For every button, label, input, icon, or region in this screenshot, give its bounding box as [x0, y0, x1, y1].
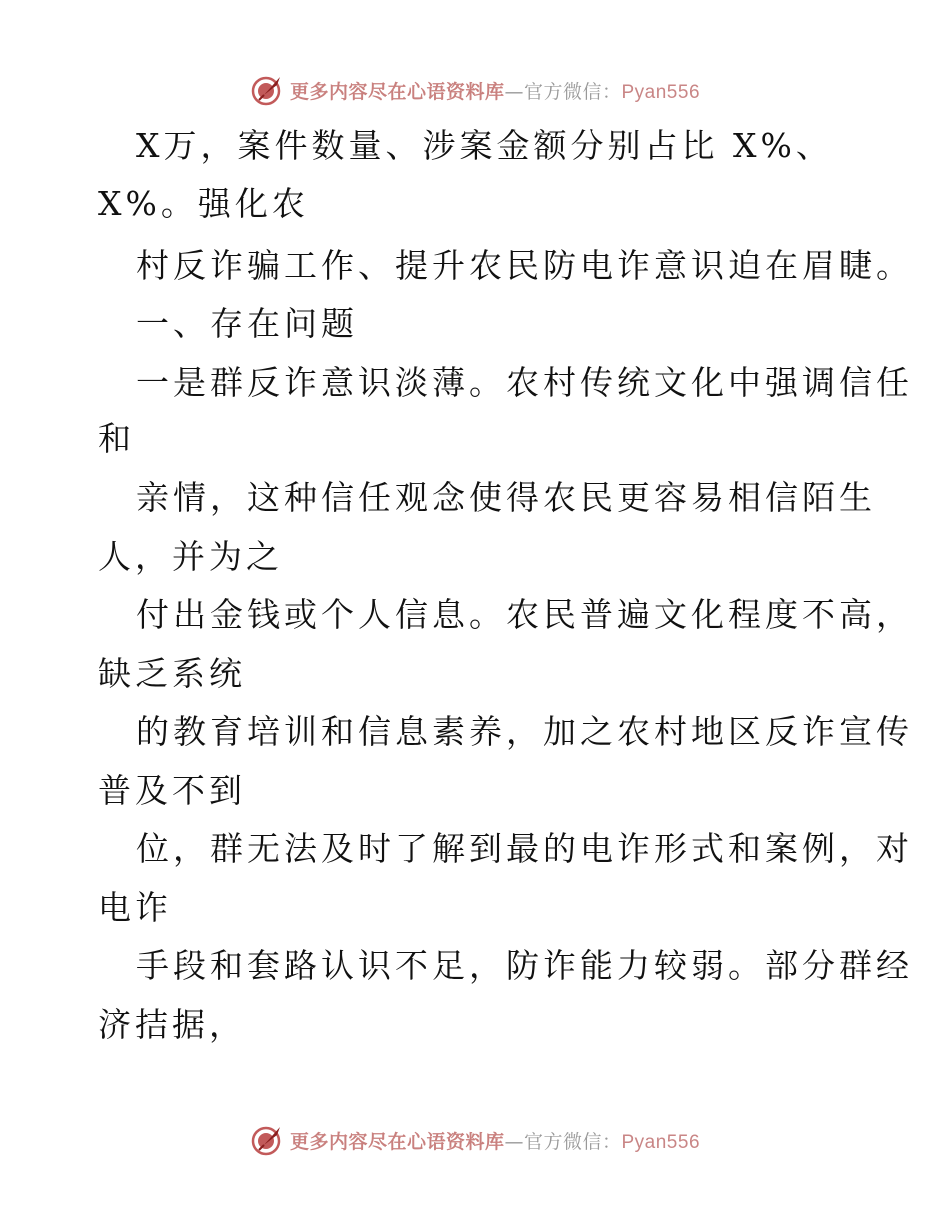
banner-separator: — [504, 1130, 524, 1153]
banner-wechat-id: Pyan556 [621, 81, 701, 103]
text-line: 济拮据， [98, 1005, 246, 1044]
text-line: 亲情，这种信任观念使得农民更容易相信陌生 [136, 478, 876, 517]
header-banner [0, 70, 950, 110]
text-line: 普及不到 [98, 771, 246, 810]
text-line: X%。强化农 [98, 184, 309, 223]
text-line: X万，案件数量、涉案金额分别占比 X%、 [136, 126, 833, 165]
text-line: 手段和套路认识不足，防诈能力较弱。部分群经 [136, 946, 913, 985]
quill-logo-icon [250, 73, 284, 107]
text-line: 电诈 [98, 888, 172, 927]
quill-logo-icon [250, 1123, 284, 1157]
banner-text [290, 1127, 700, 1154]
section-heading: 一、存在问题 [136, 304, 358, 343]
text-line: 位，群无法及时了解到最的电诈形式和案例，对 [136, 829, 913, 868]
banner-wechat-id: Pyan556 [621, 1131, 701, 1153]
banner-inner [250, 1123, 700, 1157]
banner-main-text: 更多内容尽在心语资料库 [289, 80, 505, 103]
text-line: 一是群反诈意识淡薄。农村传统文化中强调信任 [136, 363, 913, 402]
banner-inner [250, 73, 700, 107]
text-line: 和 [98, 419, 135, 458]
banner-main-text: 更多内容尽在心语资料库 [289, 1130, 505, 1153]
text-line: 的教育培训和信息素养，加之农村地区反诈宣传 [136, 712, 913, 751]
text-line: 村反诈骗工作、提升农民防电诈意识迫在眉睫。 [136, 246, 913, 285]
banner-wechat-label: 官方微信： [523, 1130, 622, 1153]
banner-separator: — [504, 80, 524, 103]
banner-text [290, 77, 700, 104]
text-line: 付出金钱或个人信息。农民普遍文化程度不高， [136, 595, 913, 634]
text-line: 人，并为之 [98, 537, 283, 576]
footer-banner [0, 1120, 950, 1160]
text-line: 缺乏系统 [98, 654, 246, 693]
banner-wechat-label: 官方微信： [523, 80, 622, 103]
